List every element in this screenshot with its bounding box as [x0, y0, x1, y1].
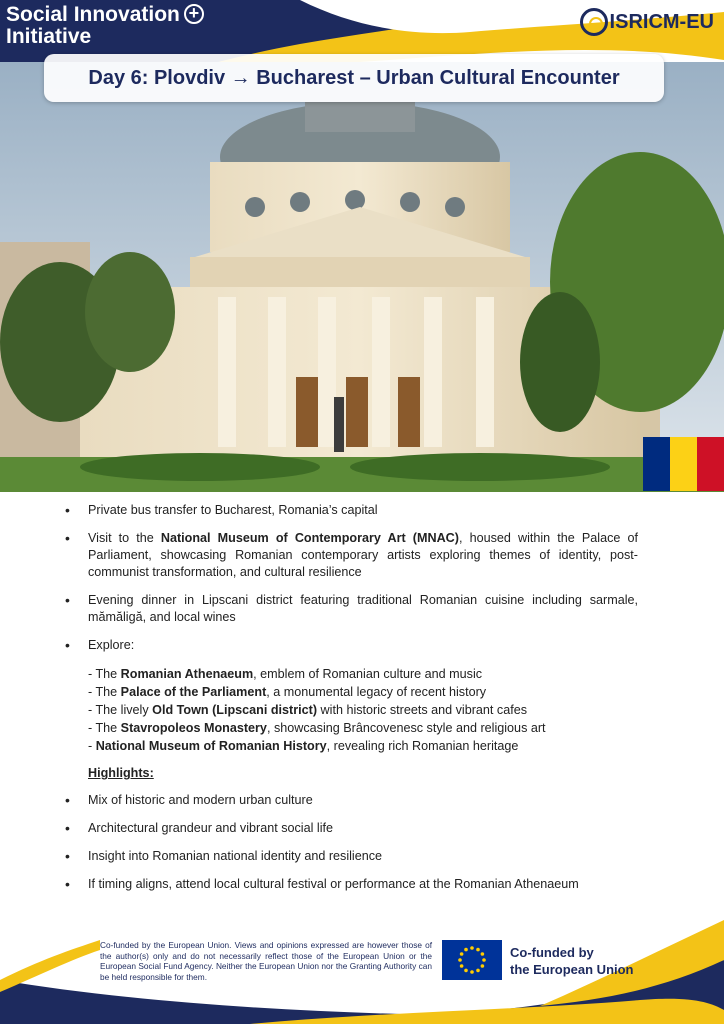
eu-cofunded-label [510, 944, 634, 978]
eu-star-icon [470, 970, 474, 974]
page-title: Day 6: Plovdiv → Bucharest – Urban Cultural Encounter [44, 54, 664, 102]
eu-star-icon [458, 958, 462, 962]
eu-star-icon [460, 964, 464, 968]
romanian-flag-icon [643, 437, 724, 491]
brand-right-text: ISRICM-EU [609, 10, 714, 33]
eu-star-icon [470, 946, 474, 950]
list-item: • Visit to the National Museum of Contemporary Art (MNAC), housed within the Palace of Parliament, showcasing Romanian contemporary artists exploring themes of identity, post-communist transformation, and cultural resilience [62, 530, 638, 581]
list-item: • If timing aligns, attend local cultural festival or performance at the Romanian Athenaeum [62, 876, 638, 893]
list-item: • Mix of historic and modern urban culture [62, 792, 638, 809]
eu-star-icon [476, 948, 480, 952]
eu-star-icon [481, 964, 485, 968]
brand-left-line2: Initiative [6, 25, 92, 48]
brand-left-logo [6, 4, 204, 48]
romanian-athenaeum-photo [0, 62, 724, 492]
highlights-list [62, 792, 638, 893]
eu-star-icon [464, 969, 468, 973]
itinerary-content [62, 502, 638, 904]
flag-stripe-red [697, 437, 724, 491]
list-item: • Private bus transfer to Bucharest, Romania’s capital [62, 502, 638, 519]
brand-right-logo [580, 8, 714, 36]
explore-item: - National Museum of Romanian History, revealing rich Romanian heritage [88, 739, 519, 753]
explore-list [62, 665, 638, 755]
ring-logo-icon [580, 8, 608, 36]
explore-item: - The lively Old Town (Lipscani district) with historic streets and vibrant cafes [88, 703, 528, 717]
eu-label-line2: the European Union [510, 962, 634, 977]
list-item: • Evening dinner in Lipscani district featuring traditional Romanian cuisine including sarmale, mămăligă, and local wines [62, 592, 638, 626]
list-item: • Insight into Romanian national identity and resilience [62, 848, 638, 865]
brand-left-line1: Social Innovation [6, 3, 180, 26]
eu-star-icon [481, 952, 485, 956]
explore-item: - The Stavropoleos Monastery, showcasing Brâncovenesc style and religious art [88, 721, 546, 735]
intro-list [62, 502, 638, 654]
eu-label-line1: Co-funded by [510, 945, 594, 960]
explore-item: - The Palace of the Parliament, a monumental legacy of recent history [88, 685, 487, 699]
highlights-heading: Highlights: [88, 766, 154, 780]
flag-stripe-yellow [670, 437, 697, 491]
list-item: • Architectural grandeur and vibrant social life [62, 820, 638, 837]
eu-disclaimer: Co-funded by the European Union. Views and opinions expressed are however those of the author(s) only and do not necessarily reflect those of the European Union or the European Social Fund Agency. Neither the European Union nor the Granting Authority can be held responsible for them. [100, 940, 432, 982]
plus-circle-icon: + [184, 4, 204, 24]
eu-star-icon [464, 948, 468, 952]
eu-star-icon [476, 969, 480, 973]
eu-star-icon [482, 958, 486, 962]
flag-stripe-blue [643, 437, 670, 491]
eu-star-icon [460, 952, 464, 956]
explore-item: - The Romanian Athenaeum, emblem of Romanian culture and music [88, 667, 483, 681]
eu-flag-icon [442, 940, 502, 980]
list-item: • Explore: [62, 637, 638, 654]
